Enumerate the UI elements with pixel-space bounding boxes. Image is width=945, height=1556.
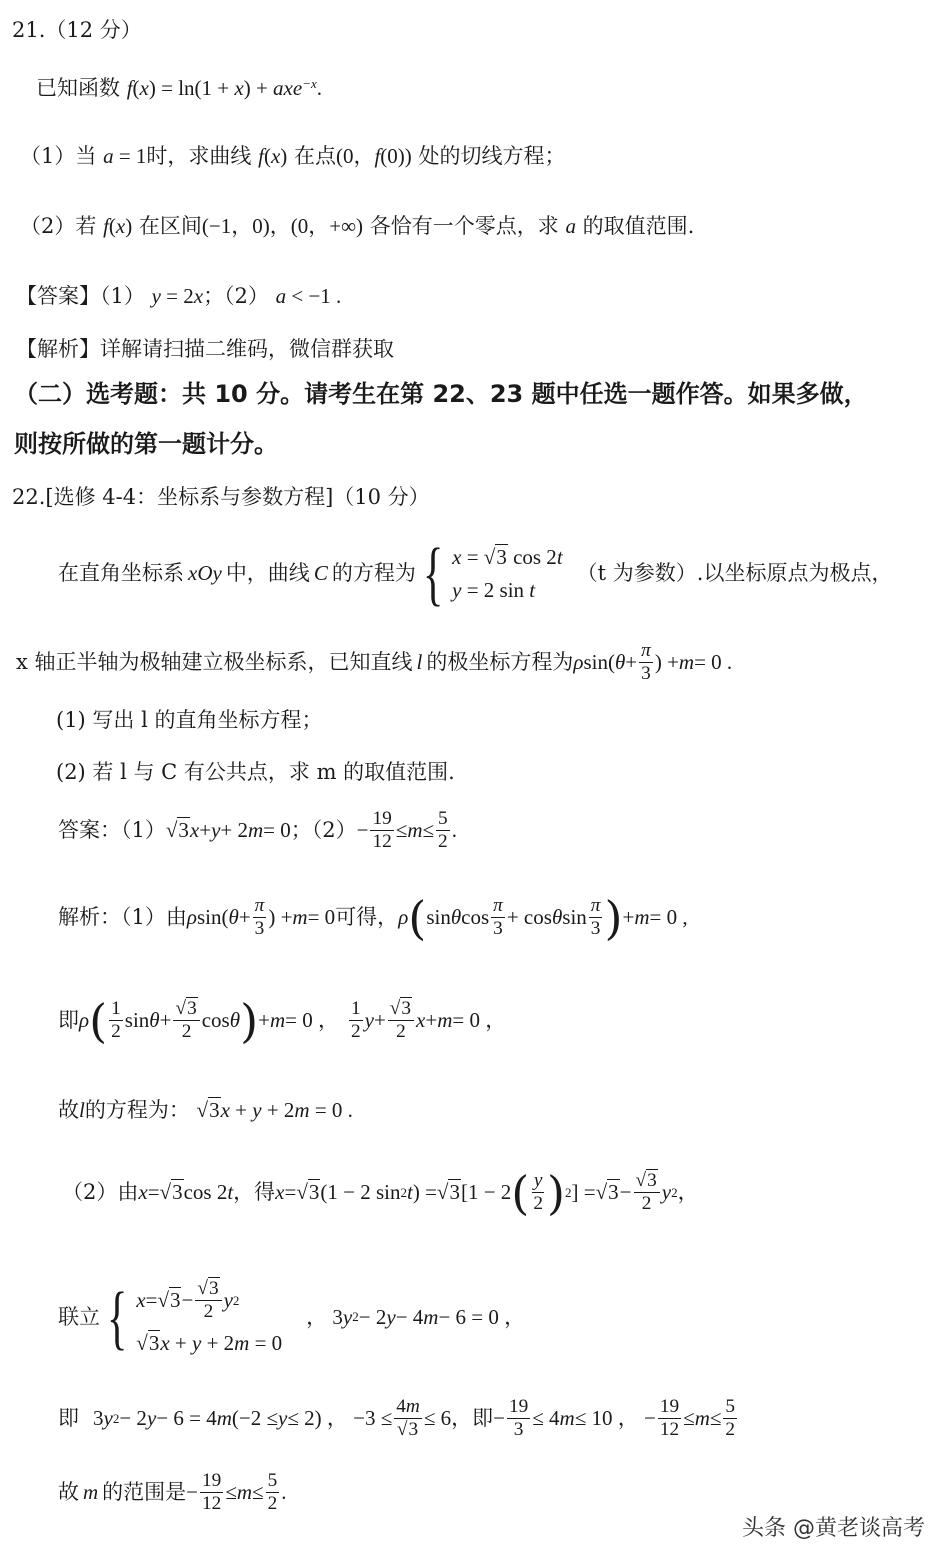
q22-solution-step6: 即 3 y 2 − 2 y − 6 = 4 m (−2 ≤ y ≤ 2) ， −3 ≤ $\frac{4m}{√3}$ ≤ 6 ，即 − $\frac{19}{3}$ ≤ 4 m ≤ 10 ， − $\frac{19}{12}$ ≤ m ≤ $\frac{5}{2}$	[58, 1396, 736, 1441]
q22-part1: (1) 写出 l 的直角坐标方程；	[56, 708, 323, 732]
q21-part2-mid2: 各恰有一个零点，求	[369, 214, 559, 238]
q21-part2-mid: 在区间	[138, 214, 202, 238]
q21-stem-text: 已知函数	[36, 76, 120, 100]
q21-stem: 已知函数 f(x) = ln(1 + x) + axe$^{-x}$.	[36, 75, 323, 100]
q21-answer: 【答案】（1） y = 2x；（2） a < −1 .	[16, 284, 342, 308]
q21-function: f	[126, 76, 133, 100]
section-heading-line2: 则按所做的第一题计分。	[14, 430, 278, 458]
q21-header: 21.（12 分）	[12, 18, 142, 42]
q21-part2-suffix: 的取值范围.	[582, 214, 695, 238]
q22-solution-step1: 解析：（1）由 ρ sin( θ + $\frac{\pi}{3}$ ) + m = 0 可得， ρ ( sin θ cos $\frac{\pi}{3}$ + cos θ sin $\frac{\pi}{3}$ ) + m = 0 ,	[58, 890, 688, 945]
q21-part1-prefix: （1）当	[20, 144, 97, 168]
q22-answer: 答案：（1） √3 x + y + 2 m = 0 ；（2） − $\frac{19}{12}$ ≤ m ≤ $\frac{5}{2}$ .	[58, 808, 457, 853]
q21-answer-label: 【答案】	[16, 284, 100, 308]
q21-part2: （2）若 f(x) 在区间(−1，0)，(0，+∞) 各恰有一个零点，求 a 的取值范围.	[20, 214, 695, 238]
q22-header: 22.[选修 4-4：坐标系与参数方程]（10 分）	[12, 485, 430, 509]
watermark: 头条 @黄老谈高考	[742, 1516, 925, 1541]
combined-system: { x = √3 − $\frac{√3}{2}$ y 2 √3x + y + 2m = 0	[106, 1277, 283, 1357]
q22-solution-step4: （2）由 x = √3 cos 2 t ，得 x = √3 (1 − 2 sin 2 t ) = √3 [1 − 2 ( $\frac{y}{2}$ ) 2 ] = √3 − $\frac{√3}{2}$ y 2 ，	[62, 1165, 699, 1220]
q21-part1-suffix: 处的切线方程；	[418, 144, 566, 168]
section-heading-line1: （二）选考题：共 10 分。请考生在第 22、23 题中任选一题作答。如果多做，	[14, 380, 868, 408]
q21-analysis: 【解析】详解请扫描二维码，微信群获取	[16, 337, 394, 361]
q22-solution-step7: 故 m 的范围是 − $\frac{19}{12}$ ≤ m ≤ $\frac{5}{2}$ .	[58, 1470, 287, 1515]
q22-part2: (2) 若 l 与 C 有公共点，求 m 的取值范围.	[56, 760, 455, 784]
q21-part2-prefix: （2）若	[20, 214, 97, 238]
q22-solution-step5: 联立 { x = √3 − $\frac{√3}{2}$ y 2 √3x + y + 2m = 0 ， 3 y 2 − 2 y − 4 m − 6 = 0 ，	[58, 1277, 526, 1357]
parametric-system: { x = √3 cos 2t y = 2 sin t	[422, 534, 563, 613]
q21-part1-mid2: 在点	[293, 144, 336, 168]
q22-stem-line1: 在直角坐标系 xOy 中，曲线 C 的方程为 { x = √3 cos 2t y = 2 sin t （t 为参数）.以坐标原点为极点，	[58, 534, 893, 613]
q22-stem-line2: x 轴正半轴为极轴建立极坐标系，已知直线 l 的极坐标方程为 ρ sin( θ + $\frac{\pi}{3}$ ) + m = 0 .	[16, 640, 733, 685]
q21-part1: （1）当 a = 1时，求曲线 f(x) 在点(0，f(0)) 处的切线方程；	[20, 144, 566, 168]
q22-solution-step3: 故l的方程为： √3x + y + 2m = 0 .	[58, 1098, 353, 1122]
q21-part1-mid: 时，求曲线	[146, 144, 252, 168]
q22-solution-step2: 即 ρ ( $\frac{1}{2}$ sin θ + $\frac{√3}{2}$ cos θ ) + m = 0 ， $\frac{1}{2}$ y + $\frac{√3}{2}$ x + m = 0 ，	[58, 993, 507, 1048]
